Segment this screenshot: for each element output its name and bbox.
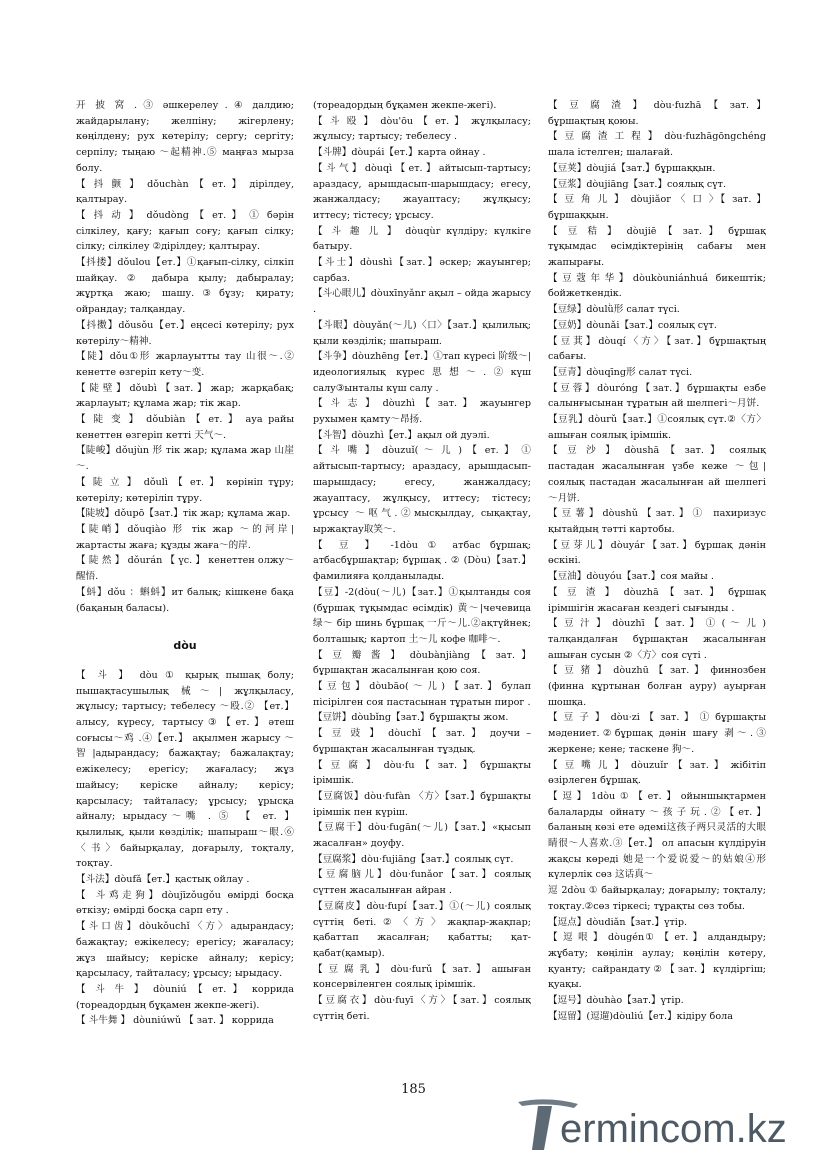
dictionary-entry: 【斗口齿】dòukǒuchǐ〈方〉адырандасу; бажақтау; ежікелесу; ерегісу; жағаласу; жұз шайысу; керіске айналу; керісу; қарсыласу, тайталасу; ұрсысу; ырыдасу.: [76, 921, 294, 980]
dictionary-entry: 【豆腐皮】dòu·fupí【зат.】①(～儿) соялық сүттің беті.②〈方〉жақпар-жақпар; қабаттап жасалған; қабатты; қат-қабат(қамыр).: [313, 900, 531, 959]
dictionary-entry: 【 抖 动 】 dǒudòng 【 ет. 】 ① бәрін сілкілеу, қағу; қағып соғу; қағып сілку; сілку; сілкілеу ②дірілдеу; қалтырау.: [76, 209, 294, 253]
dictionary-entry: 【斗争】dòuzhēng【ет.】①тап күресі 阶级～|идеологиялық күрес思想～.②күш салу③ынталы күш салу .: [313, 351, 531, 394]
dictionary-entry: 【豆】-2(dòu(～儿)【зат.】①қылтанды соя (бұршақ тұқымдас өсімдік) 黄～|чечевица 绿～ бір шинь бұршақ 一斤～儿.②ақтүйнек; болташық; картоп 土～儿 кофе 咖啡～.: [313, 586, 531, 645]
dictionary-entry: 【陡峻】dǒujùn 形 тік жар; құлама жар 山崖～.: [76, 445, 294, 473]
section-heading: dòu: [173, 639, 197, 653]
dictionary-entry: 【 陡 变 】 dǒubiàn 【 ет. 】 ауа райы кенеттен өзгеріп кетті 天气～.: [76, 414, 294, 441]
dictionary-entry: (тореадордың бұқамен жекпе-жегі).: [313, 100, 497, 111]
dictionary-entry: 【斗士】dòushì【зат.】әскер; жауынгер; сарбаз.: [313, 257, 531, 284]
dictionary-entry: 【 斗鸡走狗】dòujīzǒugǒu өмірді босқа өткізу; өмірді босқа сарп ету .: [76, 889, 294, 917]
termincom-logo: [508, 1094, 808, 1154]
dictionary-entry: 【豆腐脑儿】dòu·funǎor【зат.】соялық сүттен жасалынған айран .: [313, 869, 531, 897]
dictionary-entry: 【陡峭】dǒuqiào 形 тік жар ～的河岸| жартасты жаға; құзды жаға～的岸.: [76, 523, 294, 551]
dictionary-entry: 【 陡 立 】 dǒulì 【 ет. 】 көрініп тұру; көтерілу; көтеріліп тұру.: [76, 476, 294, 504]
dictionary-entry: 【豆蔻年华】dòukòuniánhuá бикештік; бойжеткендік.: [548, 272, 766, 300]
dictionary-entry: 【 豆 子 】 dòu·zi 【 зат. 】 ① бұршақты мәдениет.②бұршақ дәнін шағу 剥～.③ жеркене; кене; таскене 狗～.: [548, 712, 766, 755]
dictionary-entry: 【抖擞】dǒusǒu【ет.】еңсесі көтерілу; рух көтерілу～精神.: [76, 319, 294, 347]
dictionary-entry: 【 豆 瓣 酱 】 dòubànjiàng 【 зат. 】 бұршақтан жасалынған қою соя.: [313, 649, 531, 677]
dictionary-entry: 【斗法】dòufǎ【ет.】қастық ойлау .: [76, 874, 250, 886]
column-2: [313, 98, 531, 1060]
dictionary-entry: 【陡】dǒu①形 жарлауытты тау 山很～.② кенетте өзгеріп кету～变.: [76, 351, 294, 378]
dictionary-entry: 【 豆 沙 】 dòushā 【 зат. 】 соялық пастадан жасалынған үзбе кеже ～包|соялық пастадан жасалынған ай шелпегі～月饼.: [548, 445, 766, 504]
dictionary-entry: 【斗眼】dòuyǎn(～儿)〈口〉【зат.】қылилық; қыли көзділік; шапыраш.: [313, 319, 531, 347]
dictionary-entry: 【 豆 渣 】 dòuzhā 【 зат. 】 бұршақ ірімшігін жасаған кездегі сығынды .: [548, 586, 766, 614]
dictionary-entry: 【豆荚】dòujiá【зат.】бұршаққын.: [548, 162, 716, 174]
dictionary-entry: 【豆腐浆】dòu·fujiāng【зат.】соялық сүт.: [313, 853, 514, 865]
column-1: [76, 98, 294, 1060]
dictionary-entry: 【陡壁】dǒubì【зат.】жар; жарқабақ; жарлауыт; құлама жар; тік жар.: [76, 382, 294, 410]
dictionary-entry: 【 豆 秸 】 dòujiē 【 зат. 】 бұршақ тұқымдас өсімдіктерінің сабағы мен жапырағы.: [548, 225, 766, 269]
dictionary-page: [76, 98, 766, 1058]
dictionary-entry: 【 豆 汁 】 dòuzhī 【 зат. 】 ① ( ～ 儿 ) талқандалған бұршақтан жасалынған ашыған сусын ②〈方〉соя сүті .: [548, 618, 766, 661]
column-3: [548, 98, 766, 1060]
dictionary-entry: 【逗号】dòuhào【зат.】үтір.: [548, 995, 684, 1007]
dictionary-entry: 【豆乳】dòurǔ【зат.】①соялық сүт.②〈方〉ашыған соялық ірімшік.: [548, 414, 766, 441]
dictionary-entry: 开 披 窝 . ③ әшкерелеу . ④ далдию; жайдарылану; желпіну; жігерлену; көңілдену; рух көтерілу; сергу; сергіту; серпілу; тыңаю ～起精神.⑤ маңғаз мырза болу.: [76, 100, 294, 174]
dictionary-entry: 【豆腐饭】dòu·fufàn 〈方〉【зат.】бұршақты ірімшік пен күріш.: [313, 790, 531, 818]
dictionary-entry: 【 斗 趣 儿 】 dòuqùr күлдіру; күлкіге батыру.: [313, 225, 531, 253]
dictionary-entry: 【 豆 腐 乳 】 dòu·furǔ 【 зат. 】 ашыған консервіленген соялық ірімшік.: [313, 963, 531, 991]
dictionary-entry: 【豆蓉】dòuróng【зат.】бұршақты езбе салынғысынан тұратын ай шелпегі～月饼.: [548, 382, 766, 410]
dictionary-entry: 【豆包】dòubāo(～儿)【зат.】булап пісірілген соя пастасынан тұратын пирог .: [313, 681, 531, 708]
dictionary-entry: 【豆萁】dòuqí〈方〉【зат.】бұршақтың сабағы.: [548, 335, 766, 363]
dictionary-entry: 【 斗 志 】 dòuzhì 【 зат. 】 жауынгер рухымен қамту～昂扬.: [313, 398, 531, 426]
dictionary-entry: 【斗心眼儿】dòuxīnyǎnr ақыл – ойда жарысу .: [313, 288, 531, 316]
dictionary-entry: 【 斗 】 dòu ① қырық пышақ болу; пышақтасушылық 械～| жұлқыласу, жұлысу; тартысу; тебелесу ～殴.② 【ет.】алысу, күресу, тартысу③【ет.】әтеш соғысы～鸡 .④【ет.】 ақылмен жарысу ～智|адырандасу; бажақтау; бажалақтау; ежікелесу; ерегісу; жағаласу; жұз шайысу; керіске айналу; керісу; қарсыласу; тайталасу; ұрсысу; ұрысқа айналу; ырыдасу～嘴 . ⑤ 【 ет. 】 қылилық, қыли көзділік; шапыраш～眼.⑥ 〈书〉байырқалау, доғарылу, тоқталу, тоқтау.: [76, 669, 294, 870]
dictionary-entry: 【 豆 腐 渣 】 dòu·fuzhā 【 зат. 】 бұршақтың қоюы.: [548, 100, 766, 127]
dictionary-entry: 【 豆 腐 】 dòu·fu 【 зат. 】 бұршақты ірімшік.: [313, 759, 531, 787]
dictionary-entry: 【豆浆】dòujiāng【зат.】соялық сүт.: [548, 178, 726, 190]
dictionary-entry: 【 逗 哏 】 dòugén① 【 ет. 】 алдандыру; жұбату; көңілін аулау; көңілін көтеру, қуанту; сайрандату②【зат.】күлдіргіш; қуақы.: [548, 932, 766, 991]
dictionary-entry: 【 抖 颤 】 dǒuchàn 【 ет. 】 дірілдеу, қалтырау.: [76, 178, 294, 206]
dictionary-entry: 逗 2dòu ① байырқалау; доғарылу; тоқталу; тоқтау.②сөз тіркесі; тұрақты сөз тобы.: [548, 885, 766, 912]
dictionary-entry: 【 豆 腐 渣 工 程 】 dòu·fuzhāgōngchéng шала істелген; шалағай.: [548, 131, 766, 159]
dictionary-entry: 【斗气】dòuqì【ет.】айтысып-тартысу; араздасу, арышдасып-шарышдасу; егесу, жанжалдасу; жауаптасу; жұлқысу; иттесу; тістесу; ұрсысу.: [313, 162, 531, 221]
dictionary-entry: 【 斗 殴 】 dòu'ōu 【 ет. 】 жұлқыласу; жұлысу; тартысу; тебелесу .: [313, 115, 531, 143]
dictionary-entry: 【逗留】(逗遛)dòuliú【ет.】кідіру бола: [548, 1010, 733, 1022]
dictionary-entry: 【斗智】dòuzhì【ет.】ақыл ой дуэлі.: [313, 429, 490, 441]
dictionary-entry: 【 豆 豉 】 dòuchǐ 【 зат. 】 доучи – бұршақтан жасалынған тұздық.: [313, 728, 531, 755]
dictionary-entry: 【 豆 角 儿 】 dòujiǎor 〈 口 〉【 зат. 】 бұршаққын.: [548, 194, 766, 221]
dictionary-entry: 【 豆 】 -1dòu ① атбас бұршақ; атбасбұршақтар; бұршақ . ② (Dòu)【зат.】фамилияға қолданылады.: [313, 539, 531, 583]
dictionary-entry: 【斗牌】dòupái【ет.】карта ойнау .: [313, 147, 486, 159]
dictionary-entry: 【豆薯】dòushǔ【зат.】① пахиризус қытайдың тәтті картобы.: [548, 508, 766, 535]
dictionary-entry: 【豆油】dòuyóu【зат.】соя майы .: [548, 571, 714, 583]
dictionary-entry: 【豆芽儿】dòuyár【зат.】бұршақ дәнін өскіні.: [548, 539, 766, 567]
dictionary-entry: 【蚪】dǒu ：蝌蚪】ит балық; кішкене бақа (бақаның баласы).: [76, 586, 294, 614]
dictionary-entry: 【 豆 猪 】 dòuzhū 【 зат. 】 финнозбен (финна құртынан болған ауру) ауырған шошқа.: [548, 665, 766, 708]
dictionary-entry: 【逗】1dòu①【ет.】ойыншықтармен балаларды ойнату～孩子玩.②【ет.】баланың көзі ете әдемі这孩子两只灵活的大眼睛很～人喜欢.③【ет.】 ол апасын күлдіруін жақсы көреді 她是一个爱说爱～的姑娘④形 күлерлік сөз 这话真～: [548, 790, 766, 881]
dictionary-entry: 【抖搂】dǒulou【ет.】①қағып-сілку, сілкіп шайқау. ② дабыра қылу; дабыралау; жұртқа жаю; шашу.③бұзу; қирату; ойрандау; талқандау.: [76, 257, 294, 316]
dictionary-entry: 【豆腐衣】dòu·fuyī〈方〉【зат.】соялық сүттің беті.: [313, 995, 531, 1022]
dictionary-entry: 【 陡 然 】 dǒurán 【 үс. 】 кенеттен олжу～醒悟.: [76, 555, 294, 583]
dictionary-entry: 【豆饼】dòubǐng【зат.】бұршақты жом.: [313, 712, 509, 724]
dictionary-entry: 【逗点】dòudiǎn【зат.】үтір.: [548, 916, 688, 928]
dictionary-entry: 【 斗 牛 】 dòuniú 【 ет. 】 коррида (тореадордың бұқамен жекпе-жегі).: [76, 983, 294, 1011]
dictionary-entry: 【豆绿】dòulǜ形 салат түсі.: [548, 304, 680, 316]
dictionary-entry: 【 豆 嘴 儿 】 dòuzuǐr 【 зат. 】 жібітіп өзірлеген бұршақ.: [548, 759, 766, 787]
dictionary-entry: 【豆青】dòuqīng形 салат түсі.: [548, 366, 693, 378]
page-number: 185: [401, 1082, 426, 1097]
dictionary-entry: 【陡坡】dǒupō【зат.】тік жар; құлама жар.: [76, 508, 291, 520]
dictionary-entry: 【豆腐干】dòu·fugān(～儿)【зат.】«қысып жасалған» доуфу.: [313, 822, 531, 850]
dictionary-entry: 【豆奶】dòunǎi【зат.】соялық сүт.: [548, 319, 717, 331]
dictionary-entry: 【 斗 嘴 】 dòuzuǐ( ～ 儿 ) 【 ет. 】 ① айтысып-тартысу; араздасу, арышдасып-шарышдасу; егесу, жанжалдасу; жауаптасу, жұлқысу, иттесу; тістесу; ұрсысу ～呕气.②мысқылдау, сықақтау, ыржақтау取笑～.: [313, 445, 531, 535]
dictionary-entry: 【 斗牛舞 】 dòuniúwǔ 【 зат. 】 коррида: [76, 1015, 274, 1027]
logo-text: ermincom.kz: [560, 1107, 787, 1151]
